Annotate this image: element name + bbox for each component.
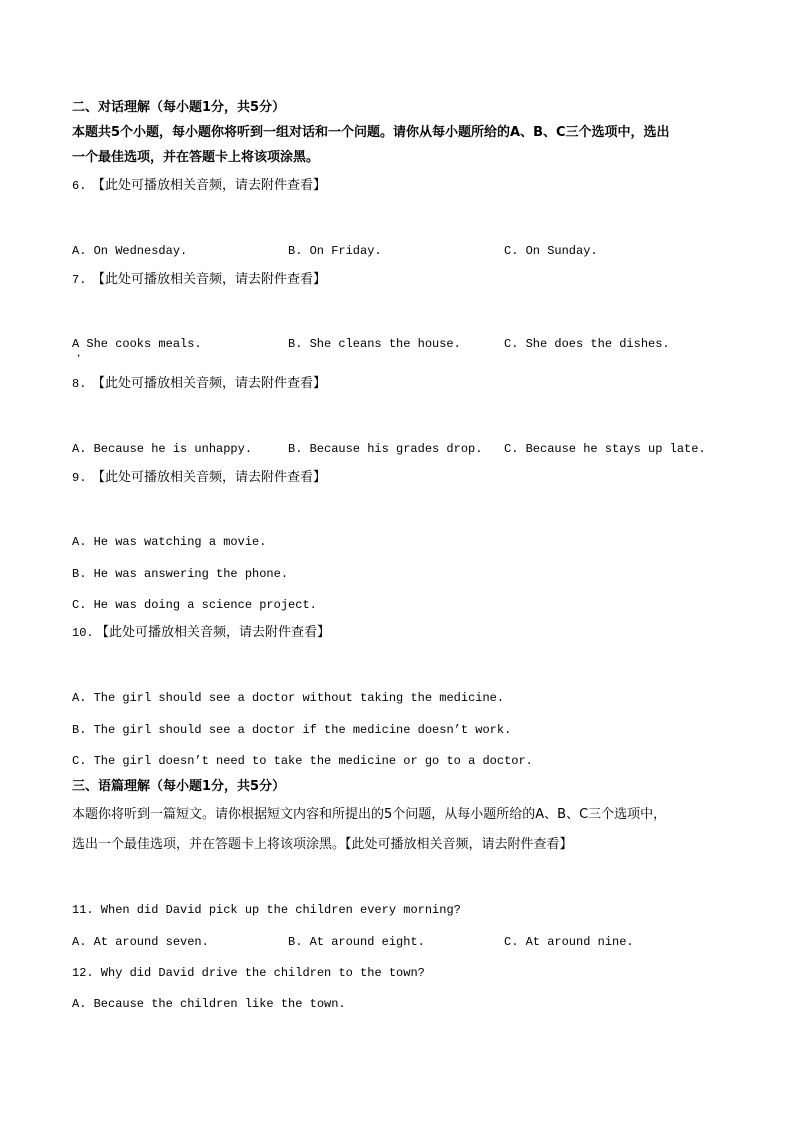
q10-option-b: B. The girl should see a doctor if the medicine doesn’t work.	[72, 723, 512, 737]
q7-option-b: B. She cleans the house.	[288, 337, 461, 351]
q7-option-c: C. She does the dishes.	[504, 337, 670, 351]
q11-option-b: B. At around eight.	[288, 935, 425, 949]
section3-instructions-2: 选出一个最佳选项，并在答题卡上将该项涂黑。【此处可播放相关音频，请去附件查看】	[72, 837, 573, 852]
q6-number: 6.	[72, 179, 87, 193]
q8-number: 8.	[72, 377, 87, 391]
q7-number: 7.	[72, 273, 87, 287]
q8-option-a: A. Because he is unhappy.	[72, 442, 253, 456]
q10-option-a: A. The girl should see a doctor without taking the medicine.	[72, 691, 505, 705]
q9-option-a: A. He was watching a movie.	[72, 535, 267, 549]
q8-option-b: B. Because his grades drop.	[288, 442, 483, 456]
q9-audio-note: 【此处可播放相关音频，请去附件查看】	[92, 470, 327, 485]
q7-stray-dot: ·	[75, 349, 83, 363]
q9-option-c: C. He was doing a science project.	[72, 598, 317, 612]
section2-instructions-2: 一个最佳选项，并在答题卡上将该项涂黑。	[72, 150, 320, 165]
q6-audio-note: 【此处可播放相关音频，请去附件查看】	[92, 178, 327, 193]
q12-option-a: A. Because the children like the town.	[72, 997, 346, 1011]
section3-instructions-1: 本题你将听到一篇短文。请你根据短文内容和所提出的5个问题，从每小题所给的A、B、C三个选项中，	[72, 807, 667, 822]
q6-option-b: B. On Friday.	[288, 244, 382, 258]
q10-number: 10.	[72, 626, 94, 640]
q6-option-c: C. On Sunday.	[504, 244, 598, 258]
q12-question: 12. Why did David drive the children to the town?	[72, 966, 425, 980]
q9-number: 9.	[72, 471, 87, 485]
q7-audio-note: 【此处可播放相关音频，请去附件查看】	[92, 272, 327, 287]
q10-audio-note: 【此处可播放相关音频，请去附件查看】	[96, 625, 331, 640]
q10-option-c: C. The girl doesn’t need to take the medicine or go to a doctor.	[72, 754, 533, 768]
q8-audio-note: 【此处可播放相关音频，请去附件查看】	[92, 376, 327, 391]
section2-instructions-1: 本题共5个小题，每小题你将听到一组对话和一个问题。请你从每小题所给的A、B、C三个选项中，选出	[72, 125, 670, 140]
q9-option-b: B. He was answering the phone.	[72, 567, 289, 581]
q6-option-a: A. On Wednesday.	[72, 244, 188, 258]
q11-option-c: C. At around nine.	[504, 935, 634, 949]
section2-heading: 二、对话理解（每小题1分，共5分）	[72, 100, 286, 115]
q11-question: 11. When did David pick up the children every morning?	[72, 903, 461, 917]
section3-heading: 三、语篇理解（每小题1分，共5分）	[72, 779, 286, 794]
q7-option-a: A She cooks meals.	[72, 337, 202, 351]
q8-option-c: C. Because he stays up late.	[504, 442, 706, 456]
q11-option-a: A. At around seven.	[72, 935, 209, 949]
